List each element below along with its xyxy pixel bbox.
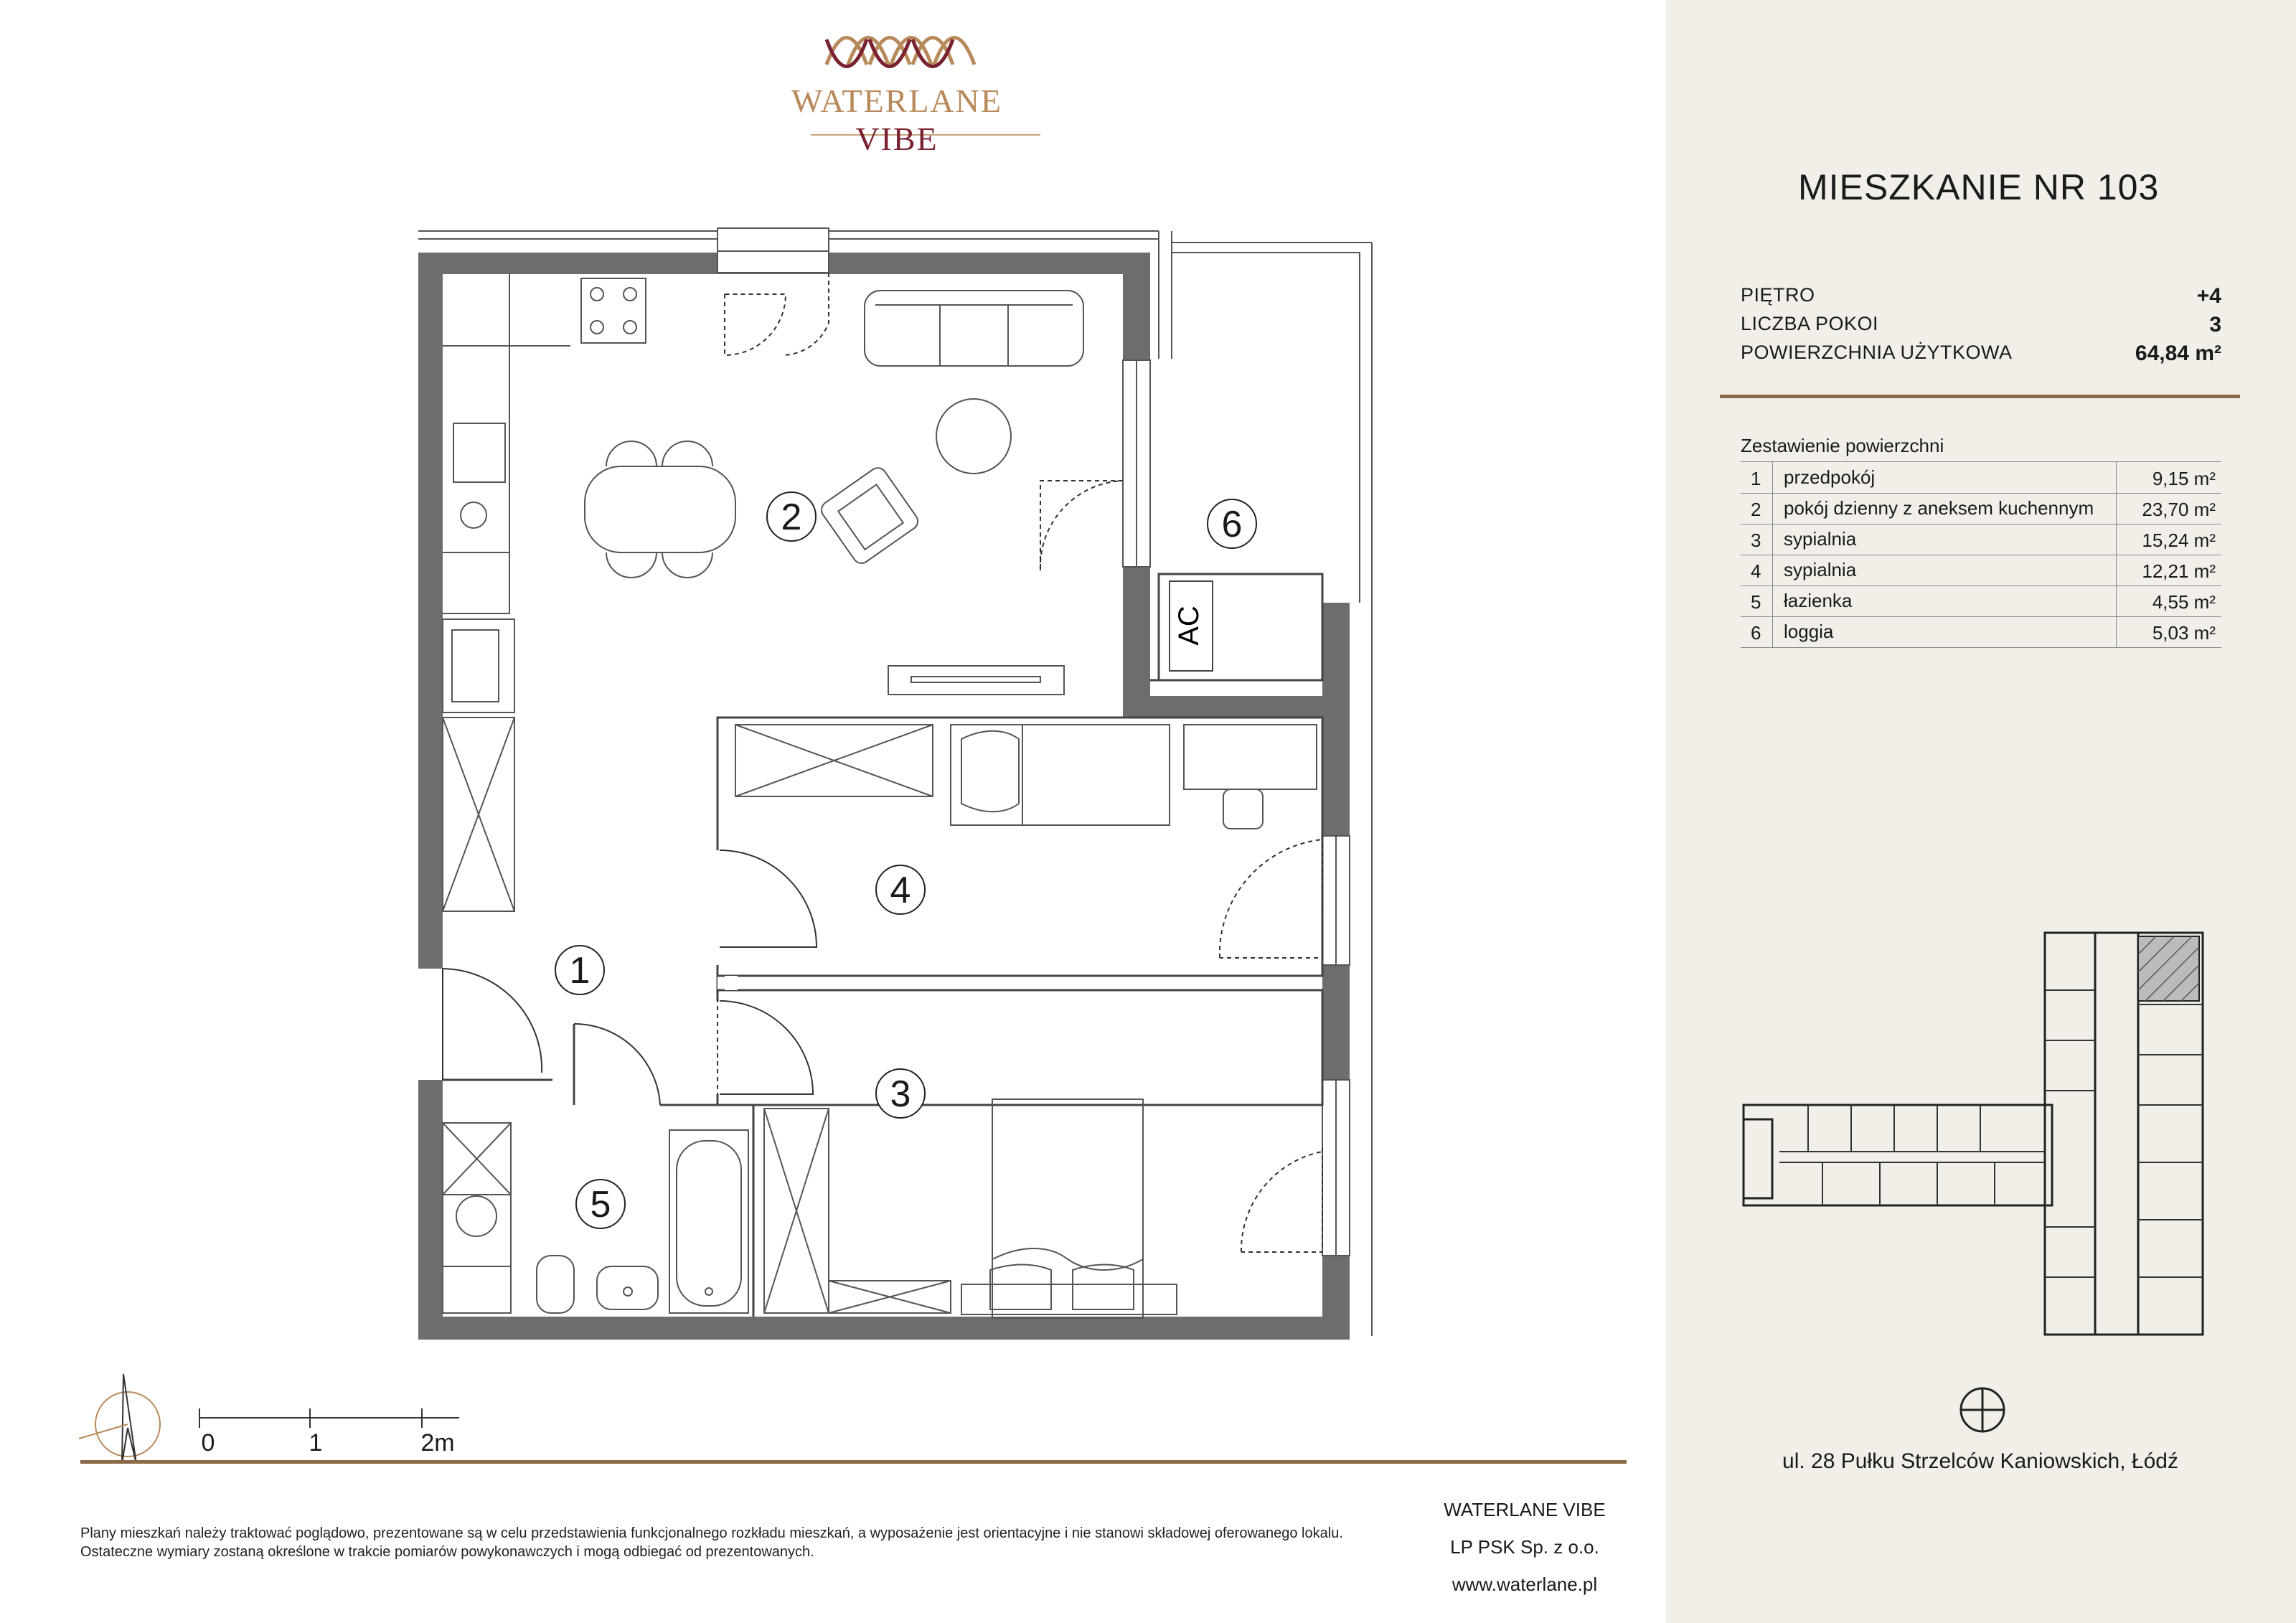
disclaimer-line-1: Plany mieszkań należy traktować poglądowo, prezentowane są w celu przedstawienia funkcjonalnego rozkładu mieszkań, a wyposażenie jest orientacyjne i nie stanowi składowej oferowanego lokalu. — [80, 1525, 1343, 1541]
summary-row-name: loggia — [1784, 621, 1834, 642]
area-row — [1741, 342, 2221, 370]
address: ul. 28 Pułku Strzelców Kaniowskich, Łódź — [1782, 1449, 2178, 1473]
summary-row — [1741, 524, 2221, 555]
apartment-title: MIESZKANIE NR 103 — [1798, 167, 2160, 207]
company-name: WATERLANE VIBE — [1444, 1499, 1606, 1520]
summary-heading: Zestawienie powierzchni — [1741, 435, 1944, 456]
kitchen-counter — [443, 274, 646, 911]
room-label-3: 3 — [890, 1073, 911, 1115]
company-block — [1421, 1491, 1629, 1603]
summary-row — [1741, 493, 2221, 524]
scale-bar — [199, 1408, 459, 1428]
summary-row-name: sypialnia — [1784, 528, 1857, 550]
summary-row — [1741, 616, 2221, 648]
room-label-4: 4 — [890, 870, 911, 911]
disclaimer-line-2: Ostateczne wymiary zostaną określone w trakcie pomiarów powykonawczych i mogą odbiegać od prezentowanych. — [80, 1544, 814, 1560]
summary-row-area: 4,55 m² — [2152, 591, 2216, 613]
summary-row-area: 12,21 m² — [2142, 560, 2216, 582]
sofa — [865, 291, 1083, 474]
rooms-label: LICZBA POKOI — [1741, 313, 1879, 334]
summary-row-no: 2 — [1751, 499, 1761, 520]
summary-row-area: 15,24 m² — [2142, 530, 2216, 551]
summary-row-no: 6 — [1751, 622, 1761, 644]
room-label-6: 6 — [1221, 504, 1243, 545]
north-arrow-icon — [1957, 1385, 2008, 1435]
room3-furniture — [764, 1099, 1177, 1318]
tv-unit — [888, 666, 1064, 695]
summary-row-no: 3 — [1751, 530, 1761, 551]
disclaimer — [80, 1524, 1444, 1561]
building-key-plan — [1736, 926, 2217, 1342]
dining-table — [585, 441, 735, 578]
scale-label-0: 0 — [201, 1429, 215, 1457]
floor-row — [1741, 284, 2221, 313]
room-label-5: 5 — [590, 1184, 611, 1226]
summary-row-area: 5,03 m² — [2152, 622, 2216, 644]
brand-name-part2: VIBE — [855, 121, 938, 157]
rooms-value: 3 — [2209, 313, 2221, 337]
summary-row-name: łazienka — [1784, 590, 1853, 611]
summary-row-area: 23,70 m² — [2142, 499, 2216, 520]
summary-row — [1741, 585, 2221, 617]
footer-divider — [80, 1460, 1627, 1464]
summary-row-area: 9,15 m² — [2152, 468, 2216, 489]
summary-row-no: 4 — [1751, 560, 1761, 582]
area-value: 64,84 m² — [2135, 342, 2221, 365]
summary-row-name: pokój dzienny z aneksem kuchennym — [1784, 497, 2094, 519]
compass-icon — [79, 1374, 160, 1464]
summary-row — [1741, 555, 2221, 586]
summary-row-name: przedpokój — [1784, 466, 1876, 488]
floor-label: PIĘTRO — [1741, 284, 1815, 306]
scale-label-2: 2m — [420, 1429, 455, 1457]
company-legal: LP PSK Sp. z o.o. — [1450, 1536, 1599, 1558]
summary-row — [1741, 462, 2221, 494]
info-divider — [1720, 395, 2240, 398]
rooms-row — [1741, 313, 2221, 342]
scale-label-1: 1 — [309, 1429, 323, 1457]
info-panel — [1666, 0, 2296, 1623]
brand-name-part1: WATERLANE — [791, 83, 1002, 119]
room-label-2: 2 — [781, 497, 802, 538]
summary-row-no: 1 — [1751, 468, 1761, 489]
room-label-1: 1 — [569, 950, 591, 992]
floor-value: +4 — [2196, 284, 2221, 308]
armchair — [818, 464, 921, 566]
summary-row-no: 5 — [1751, 591, 1761, 613]
area-label: POWIERZCHNIA UŻYTKOWA — [1741, 342, 2013, 363]
summary-row-name: sypialnia — [1784, 559, 1857, 580]
website-link[interactable]: www.waterlane.pl — [1452, 1573, 1598, 1595]
ac-label: AC — [1173, 606, 1205, 646]
